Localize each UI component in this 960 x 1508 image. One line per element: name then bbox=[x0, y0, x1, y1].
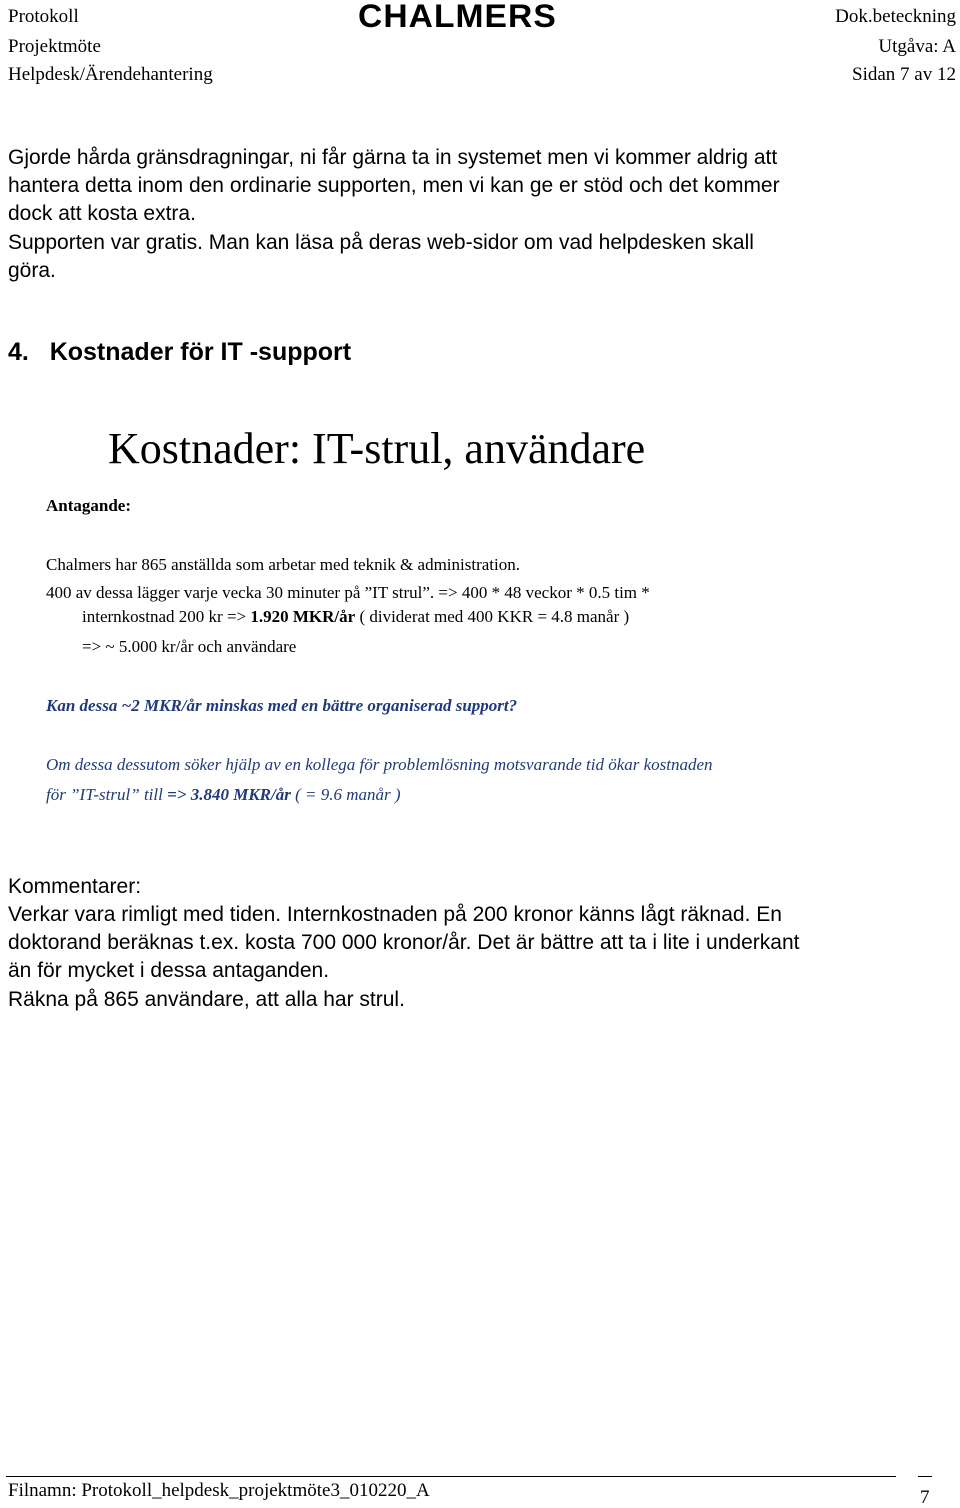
header-project: Helpdesk/Ärendehantering bbox=[8, 64, 213, 85]
internal-cost-text: internkostnad 200 kr => bbox=[82, 607, 251, 626]
footer-page-number: 7 bbox=[920, 1487, 930, 1508]
slide-extra-line-1: Om dessa dessutom söker hjälp av en kollega för problemlösning motsvarande tid ökar kostnaden bbox=[46, 755, 713, 774]
comments-line-4: Räkna på 865 användare, att alla har strul. bbox=[8, 988, 405, 1011]
header-edition: Utgåva: A bbox=[878, 36, 956, 57]
comments-line-2: doktorand beräknas t.ex. kosta 700 000 kronor/år. Det är bättre att ta i lite i underkant bbox=[8, 931, 800, 954]
footer-filename: Filnamn: Protokoll_helpdesk_projektmöte3_010220_A bbox=[8, 1480, 430, 1501]
slide-line-3 bbox=[82, 606, 629, 628]
comments-line-3: än för mycket i dessa antaganden. bbox=[8, 959, 330, 982]
comments-heading: Kommentarer: bbox=[8, 875, 142, 898]
section-number: 4. bbox=[8, 338, 29, 366]
slide-line-1: Chalmers har 865 anställda som arbetar med teknik & administration. bbox=[46, 555, 520, 574]
section-title: Kostnader för IT -support bbox=[49, 338, 352, 366]
assumptions-label: Antagande: bbox=[46, 496, 132, 515]
header-doc-type: Protokoll bbox=[8, 6, 79, 27]
extra-man-years: ( = 9.6 manår ) bbox=[290, 785, 401, 804]
page-number-rule bbox=[918, 1476, 932, 1477]
slide-question: Kan dessa ~2 MKR/år minskas med en bättre organiserad support? bbox=[46, 696, 518, 715]
extra-prefix: för ”IT-strul” till bbox=[46, 785, 168, 804]
intro-line-2: hantera detta inom den ordinarie supporten, men vi kan ge er stöd och det kommer bbox=[8, 174, 780, 197]
cost-result: 1.920 MKR/år bbox=[250, 607, 356, 626]
slide-title: Kostnader: IT-strul, användare bbox=[108, 424, 646, 473]
intro-line-5: göra. bbox=[8, 259, 56, 282]
header-meeting-type: Projektmöte bbox=[8, 36, 101, 57]
intro-line-1: Gjorde hårda gränsdragningar, ni får gärna ta in systemet men vi kommer aldrig att bbox=[8, 146, 778, 169]
slide-line-2: 400 av dessa lägger varje vecka 30 minuter på ”IT strul”. => 400 * 48 veckor * 0.5 tim * bbox=[46, 583, 650, 602]
comments-line-1: Verkar vara rimligt med tiden. Internkostnaden på 200 kronor känns lågt räknad. En bbox=[8, 903, 782, 926]
chalmers-logo: CHALMERS bbox=[358, 0, 557, 34]
intro-line-4: Supporten var gratis. Man kan läsa på deras web-sidor om vad helpdesken skall bbox=[8, 231, 754, 254]
slide-line-4: => ~ 5.000 kr/år och användare bbox=[82, 637, 297, 656]
header-page-count: Sidan 7 av 12 bbox=[852, 64, 956, 85]
intro-line-3: dock att kosta extra. bbox=[8, 202, 196, 225]
footer-rule bbox=[6, 1476, 896, 1477]
section-heading bbox=[8, 337, 351, 367]
header-doc-id: Dok.beteckning bbox=[835, 6, 956, 27]
cost-divided-note: ( dividerat med 400 KKR = 4.8 manår ) bbox=[355, 607, 630, 626]
extra-cost-result: => 3.840 MKR/år bbox=[167, 785, 291, 804]
slide-extra-line-2 bbox=[46, 784, 401, 806]
